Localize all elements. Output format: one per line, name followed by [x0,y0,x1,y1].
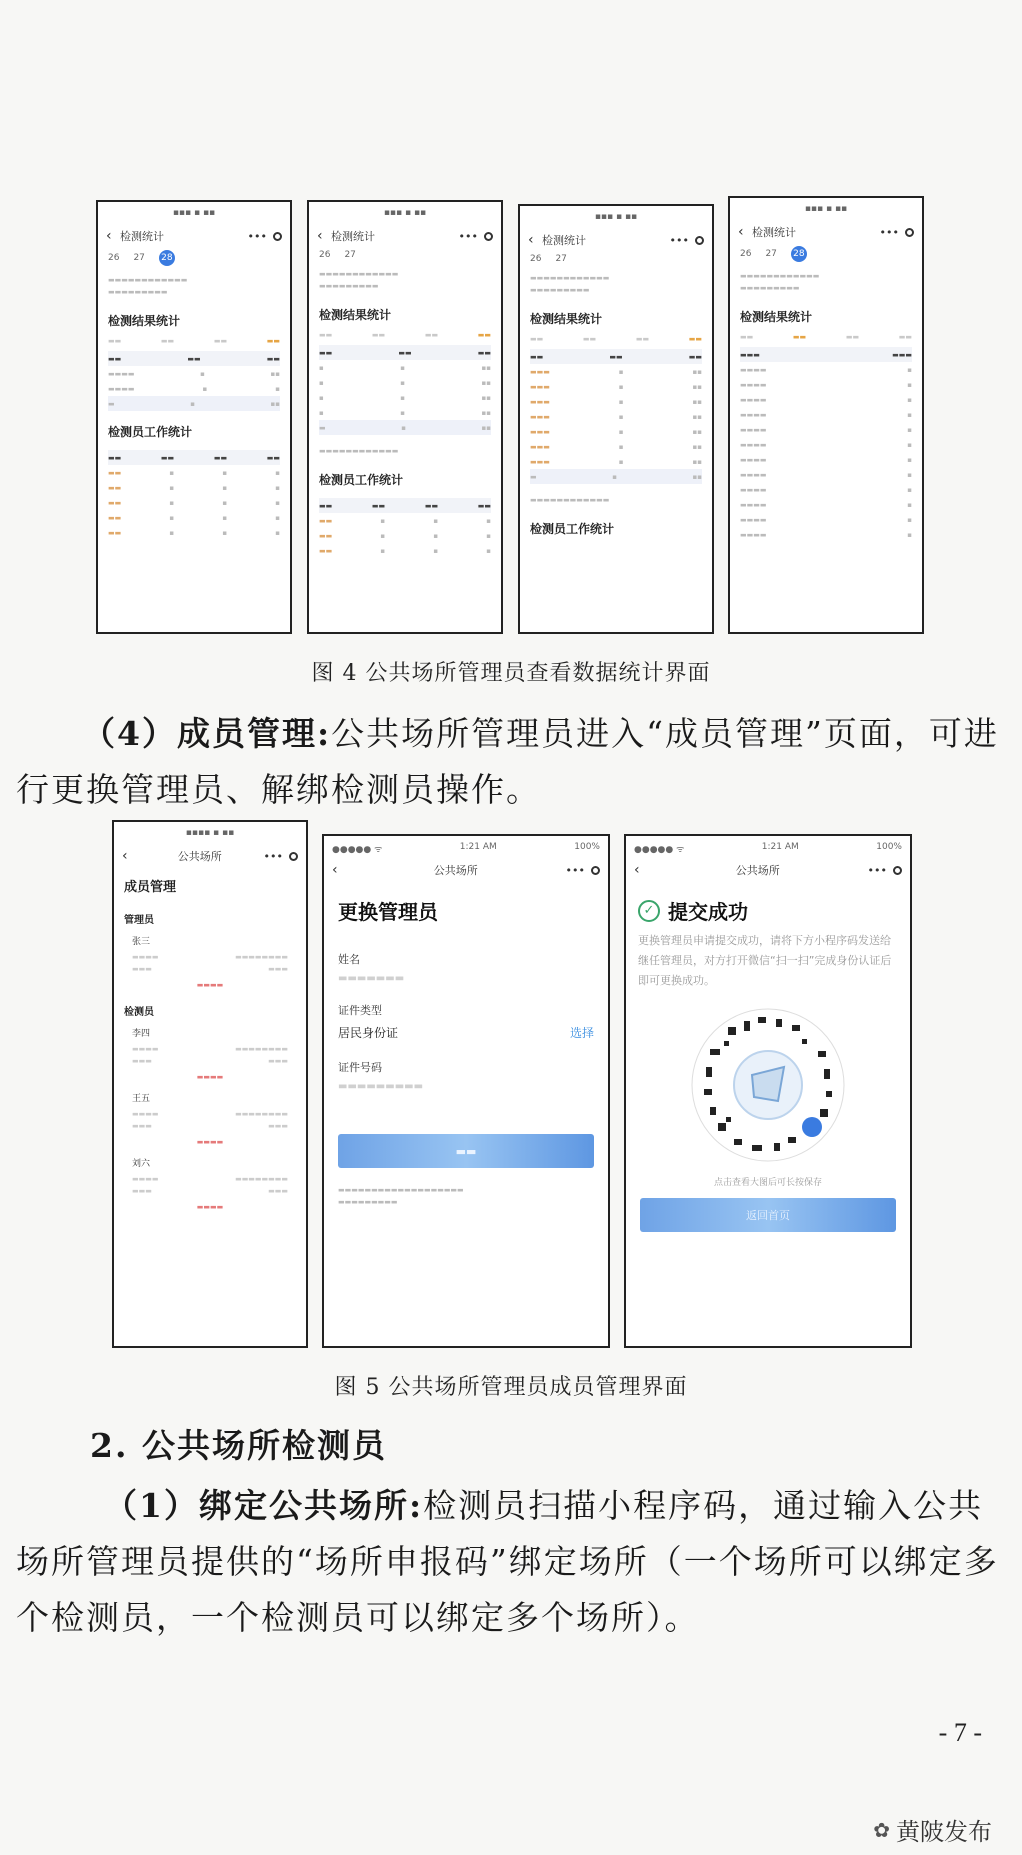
nav-title: 公共场所 [433,864,478,877]
more-icon[interactable]: ••• [867,863,887,877]
section4-text: 公共场所管理员进入“成员管理”页面，可进行更换管理员、解绑检测员操作。 [16,714,999,809]
more-icon[interactable]: ••• [263,849,283,863]
success-title: 提交成功 [668,900,748,924]
nav-bar [324,858,608,882]
stats-phone-4 [728,196,924,634]
id-type-row[interactable] [324,1022,608,1043]
nav-bar [626,858,910,882]
section4-paragraph [16,706,1006,818]
date-strip [98,248,290,268]
date-strip [309,248,501,262]
status-bar: ▪▪▪ ▪ ▪▪ [594,212,638,222]
section-heading: 检测员工作统计 [319,473,404,487]
status-bar: ▪▪▪▪ ▪ ▪▪ [185,828,235,838]
tab-row: ▬▬ ▬▬ ▬▬ ▬▬ [108,337,280,345]
battery-level: 100% [876,842,902,852]
more-icon[interactable]: ••• [669,233,689,247]
nav-title: 检测统计 [120,230,164,243]
status-time: 1:21 AM [459,842,497,852]
section-heading: 检测员工作统计 [530,522,615,536]
id-type-select[interactable]: 选择 [569,1026,594,1040]
note-text: ▬▬▬▬▬▬▬▬▬▬▬▬ ▬▬▬▬▬▬▬▬▬ [319,270,399,290]
unbind-link[interactable]: ▬▬▬▬ [196,1073,224,1081]
tab-row: ▬▬ ▬▬ ▬▬ ▬▬ [530,335,702,343]
section-heading: 检测结果统计 [530,312,603,326]
inspector-name: 李四 [132,1029,151,1039]
more-icon[interactable]: ••• [879,225,899,239]
section2-heading [90,1418,1022,1474]
date-item[interactable]: 26 [740,249,752,259]
nav-bar [114,844,306,868]
id-type-label: 证件类型 [338,1004,382,1017]
more-icon[interactable]: ••• [458,229,478,243]
back-icon[interactable]: ‹ [317,228,323,244]
status-time: 1:21 AM [761,842,799,852]
back-icon[interactable]: ‹ [738,224,744,240]
status-bar: ●●●●● ᯤ 1:21 AM 100% [626,836,910,858]
watermark [873,1812,992,1847]
date-strip [730,244,922,264]
inspector-name: 王五 [132,1094,151,1104]
back-icon[interactable]: ‹ [634,862,640,878]
nav-title: 公共场所 [735,864,780,877]
back-icon[interactable]: ‹ [106,228,112,244]
nav-bar [98,224,290,248]
stats-phone-3 [518,204,714,634]
close-circle-icon[interactable] [893,866,902,875]
member-list-phone: ▪▪▪▪ ▪ ▪▪ ‹ 公共场所 ••• 成员管理 管理员 张三 ▬▬▬▬ ▬▬▬▬▬▬▬▬ ▬▬▬ ▬▬▬ ▬▬▬▬ 检测员 李四 ▬▬▬▬ ▬▬▬▬▬▬▬▬ ▬▬▬ ▬▬▬ ▬▬▬▬ 王五 ▬▬▬▬ ▬▬▬▬▬▬▬▬ ▬▬▬ ▬▬▬ ▬▬▬▬ 刘六 ▬▬▬▬ ▬▬▬▬▬▬▬▬ ▬▬▬ ▬▬▬ ▬▬▬▬ [112,820,308,1348]
date-item-selected[interactable]: 28 [791,246,807,262]
nav-title: 检测统计 [331,230,375,243]
date-strip [520,252,712,266]
section2-1-label: （1）绑定公共场所: [104,1486,424,1525]
status-bar: ▪▪▪ ▪ ▪▪ [383,208,427,218]
close-circle-icon[interactable] [273,232,282,241]
close-circle-icon[interactable] [484,232,493,241]
more-icon[interactable]: ••• [565,863,585,877]
qr-hint: 点击查看大图后可长按保存 [713,1178,822,1188]
date-item-selected[interactable]: 28 [159,250,175,266]
date-item[interactable]: 27 [765,249,777,259]
section2-1-paragraph [16,1478,1006,1646]
date-item[interactable]: 27 [555,254,567,264]
stats-table: ▬▬ ▬▬ ▬▬ ▬▬▬ ▪ ▪▪ ▬▬▬ ▪ ▪▪ ▬▬▬ ▪ ▪▪ ▬▬▬ ▪ ▪▪ ▬▬▬ ▪ ▪▪ ▬▬▬ ▪ ▪▪ ▬▬▬ ▪ ▪▪ ▬ ▪ ▪▪ [530,349,702,484]
id-number-input[interactable]: ▬▬▬▬▬▬▬▬▬ [338,1081,424,1092]
success-header [626,882,910,931]
name-input[interactable]: ▬▬▬▬▬▬▬ [338,973,405,984]
replace-admin-title: 更换管理员 [338,900,438,924]
wechat-icon: ✿ [873,1817,890,1842]
check-circle-icon: ✓ [638,900,660,922]
stats-phone-1 [96,200,292,634]
back-icon[interactable]: ‹ [528,232,534,248]
note-text: ▬▬▬▬▬▬▬▬▬▬▬▬ ▬▬▬▬▬▬▬▬▬ [740,272,820,292]
back-icon[interactable]: ‹ [332,862,338,878]
unbind-link[interactable]: ▬▬▬▬ [196,1203,224,1211]
nav-bar [520,228,712,252]
date-item[interactable]: 27 [133,253,145,263]
page-number: - 7 - [938,1718,982,1747]
nav-bar [309,224,501,248]
unbind-link[interactable]: ▬▬▬▬ [196,1138,224,1146]
replace-admin-phone [322,834,610,1348]
nav-title: 检测统计 [752,226,796,239]
tab-row: ▬▬ ▬▬ ▬▬ ▬▬ [740,333,912,341]
admin-section-label: 管理员 [124,915,154,926]
close-circle-icon[interactable] [289,852,298,861]
id-type-value: 居民身份证 [338,1026,399,1040]
tab-row: ▬▬ ▬▬ ▬▬ ▬▬ [319,331,491,339]
replace-admin-link[interactable]: ▬▬▬▬ [196,981,224,989]
mini-program-qr-icon [688,1005,848,1165]
back-home-button[interactable]: 返回首页 [640,1198,896,1232]
more-icon[interactable]: ••• [247,229,267,243]
status-bar: ▪▪▪ ▪ ▪▪ [172,208,216,218]
mini-program-code[interactable] [626,991,910,1165]
submit-button[interactable]: ▬▬ [338,1134,594,1168]
section2-1-text: 检测员扫描小程序码，通过输入公共场所管理员提供的“场所申报码”绑定场所（一个场所可以绑定多个检测员，一个检测员可以绑定多个场所）。 [16,1486,999,1637]
status-bar: ●●●●● ᯤ 1:21 AM 100% [324,836,608,858]
stats-table: ▬▬ ▬▬ ▬▬ ▬▬▬▬ ▪ ▪▪ ▬▬▬▬ ▪ ▪ ▬ ▪ ▪▪ [108,351,280,411]
note-text: ▬▬▬▬▬▬▬▬▬▬▬▬ [319,447,399,455]
section4-label: （4）成员管理: [82,714,332,753]
date-item[interactable]: 26 [108,253,120,263]
submit-success-phone [624,834,912,1348]
figure4-caption: 图 4 公共场所管理员查看数据统计界面 [311,661,711,686]
note-text: ▬▬▬▬▬▬▬▬▬▬▬▬ ▬▬▬▬▬▬▬▬▬ [530,274,610,294]
nav-title: 检测统计 [542,234,586,247]
battery-level: 100% [574,842,600,852]
section-heading: 检测结果统计 [319,308,392,322]
close-circle-icon[interactable] [695,236,704,245]
stats-phone-2 [307,200,503,634]
date-item[interactable]: 26 [530,254,542,264]
success-message: 更换管理员申请提交成功，请将下方小程序码发送给继任管理员，对方打开微信“扫一扫”完成身份认证后即可更换成功。 [638,934,892,987]
inspector-name: 刘六 [132,1159,151,1169]
status-bar: ▪▪▪ ▪ ▪▪ [804,204,848,214]
admin-name: 张三 [132,937,151,947]
section2-heading-text: 2. 公共场所检测员 [90,1426,387,1465]
figure5-caption: 图 5 公共场所管理员成员管理界面 [334,1375,688,1400]
stats-table: ▬▬ ▬▬ ▬▬ ▪ ▪ ▪▪ ▪ ▪ ▪▪ ▪ ▪ ▪▪ ▪ ▪ ▪▪ ▬ ▪ ▪▪ [319,345,491,435]
nav-bar [730,220,922,244]
member-page-title: 成员管理 [124,880,177,895]
section-heading: 检测员工作统计 [108,425,193,439]
worker-table: ▬▬ ▬▬ ▬▬ ▬▬ ▬▬ ▪ ▪ ▪ ▬▬ ▪ ▪ ▪ ▬▬ ▪ ▪ ▪ ▬▬ ▪ ▪ ▪ ▬▬ ▪ ▪ ▪ [108,450,280,540]
inspector-section-label: 检测员 [124,1007,154,1018]
back-icon[interactable]: ‹ [122,848,128,864]
section-heading: 检测结果统计 [740,310,813,324]
date-item[interactable]: 27 [344,250,356,260]
section-heading: 检测结果统计 [108,314,181,328]
close-circle-icon[interactable] [591,866,600,875]
note-text: ▬▬▬▬▬▬▬▬▬▬▬▬ [530,496,610,504]
name-label: 姓名 [338,953,360,966]
note-text: ▬▬▬▬▬▬▬▬▬▬▬▬ ▬▬▬▬▬▬▬▬▬ [108,276,188,296]
watermark-text: 黄陂发布 [896,1818,992,1846]
id-number-label: 证件号码 [338,1061,382,1074]
notice-text: ▬▬▬▬▬▬▬▬▬▬▬▬▬▬▬▬▬▬▬ ▬▬▬▬▬▬▬▬▬ [338,1186,464,1206]
close-circle-icon[interactable] [905,228,914,237]
stats-table: ▬▬▬ ▬▬▬ ▬▬▬▬ ▪ ▬▬▬▬ ▪ ▬▬▬▬ ▪ ▬▬▬▬ ▪ ▬▬▬▬ ▪ ▬▬▬▬ ▪ ▬▬▬▬ ▪ ▬▬▬▬ ▪ ▬▬▬▬ ▪ ▬▬▬▬ ▪ ▬▬▬▬ ▪ ▬▬▬▬ ▪ [740,347,912,542]
worker-table: ▬▬ ▬▬ ▬▬ ▬▬ ▬▬ ▪ ▪ ▪ ▬▬ ▪ ▪ ▪ ▬▬ ▪ ▪ ▪ [319,498,491,558]
nav-title: 公共场所 [177,850,222,863]
date-item[interactable]: 26 [319,250,331,260]
